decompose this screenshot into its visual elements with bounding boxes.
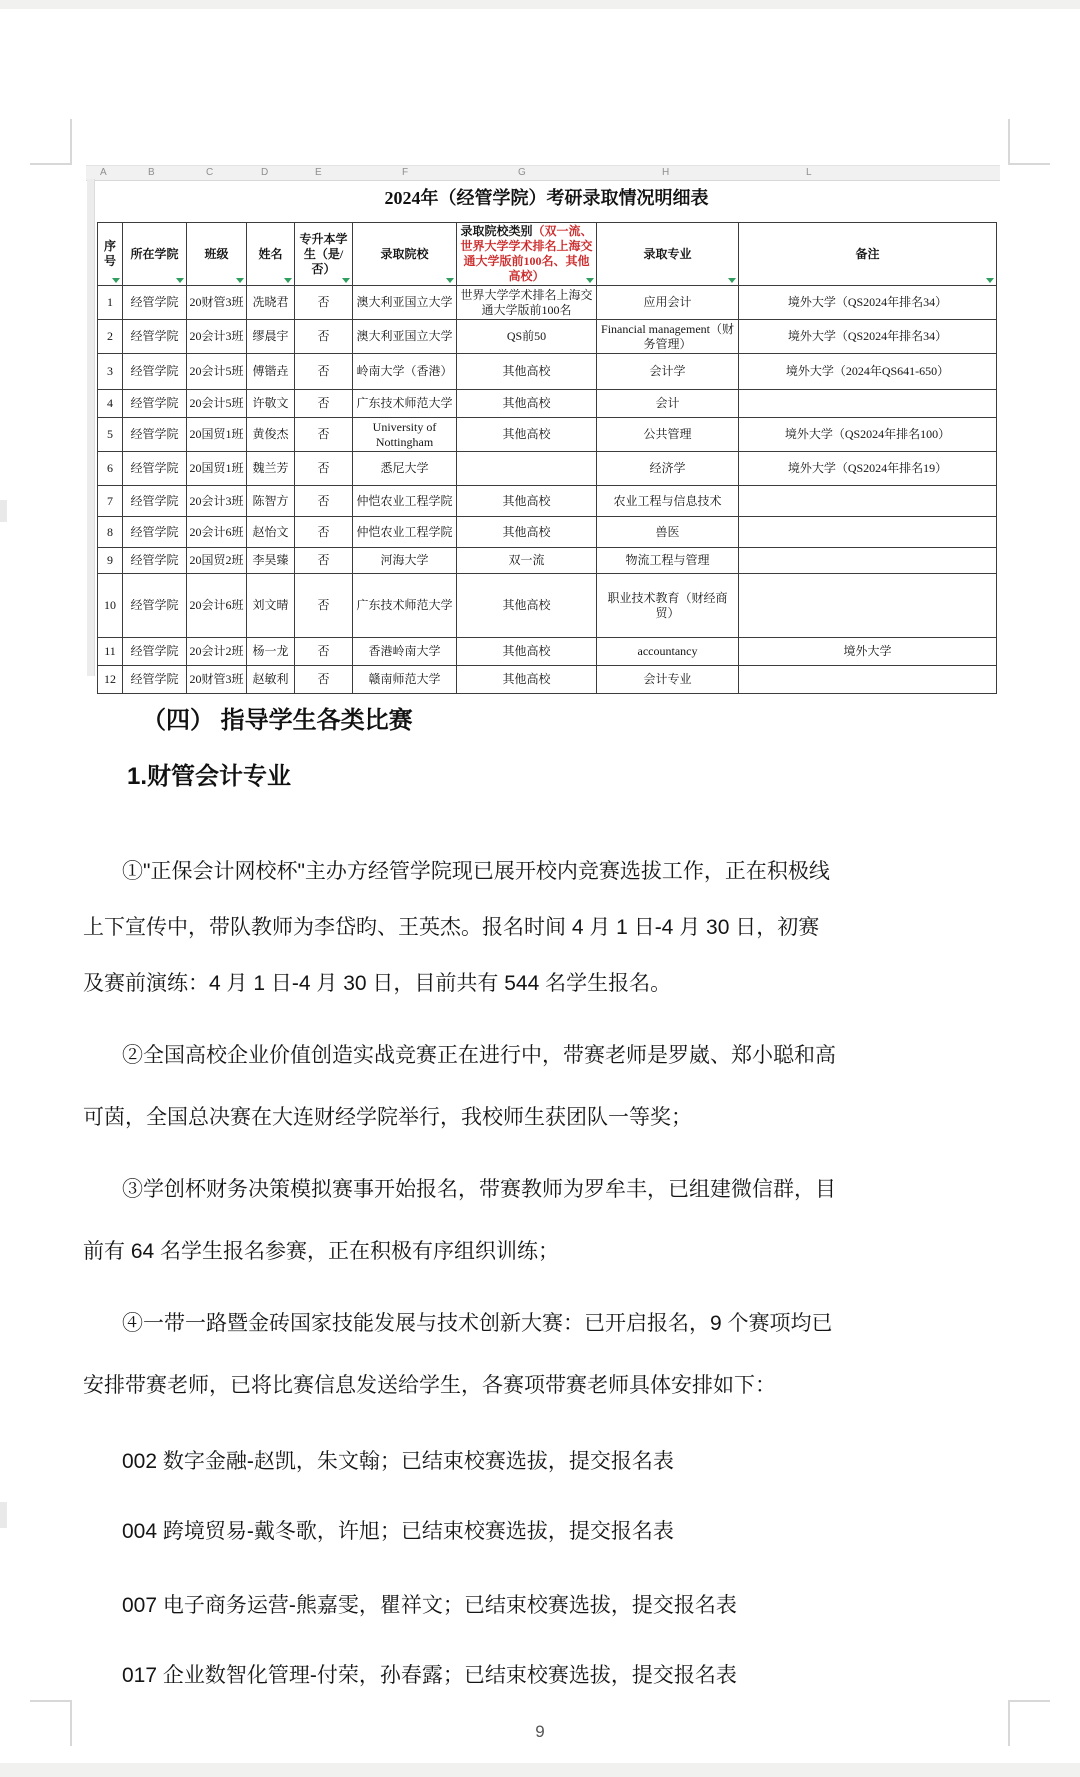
table-cell: 赣南师范大学	[353, 666, 457, 694]
table-cell: 职业技术教育（财经商贸）	[597, 574, 739, 638]
body-line: ③学创杯财务决策模拟赛事开始报名，带赛教师为罗牟丰，已组建微信群，目	[122, 1178, 836, 1201]
table-cell: 20国贸1班	[187, 452, 247, 486]
table-row	[98, 486, 997, 517]
table-cell: 20会计3班	[187, 486, 247, 517]
competition-item: 017 企业数智化管理-付荣，孙春露；已结束校赛选拔，提交报名表	[122, 1664, 737, 1687]
filter-dropdown-icon	[236, 278, 244, 283]
table-row	[98, 320, 997, 354]
header-label: 班级	[204, 246, 229, 261]
column-letter: D	[261, 167, 269, 178]
table-cell	[739, 666, 997, 694]
table-cell: 会计	[597, 390, 739, 418]
header-label: 所在学院	[130, 246, 179, 261]
table-cell: 李昊臻	[247, 548, 295, 574]
column-letter: F	[402, 167, 409, 178]
table-cell: 否	[295, 638, 353, 666]
table-cell: 否	[295, 452, 353, 486]
table-cell: 兽医	[597, 517, 739, 548]
row-header-band	[87, 179, 95, 676]
table-cell: 其他高校	[457, 354, 597, 390]
header-cell	[187, 223, 247, 286]
table-cell: 否	[295, 354, 353, 390]
table-cell: QS前50	[457, 320, 597, 354]
body-line: 及赛前演练：4 月 1 日-4 月 30 日，目前共有 544 名学生报名。	[83, 972, 672, 995]
table-cell: 其他高校	[457, 517, 597, 548]
table-cell: 赵怡文	[247, 517, 295, 548]
table-cell: 否	[295, 666, 353, 694]
table-cell: 冼晓君	[247, 286, 295, 320]
header-label: 备注	[855, 246, 880, 261]
section-heading: （四） 指导学生各类比赛	[142, 707, 413, 734]
column-letter: E	[315, 167, 322, 178]
page-edge-tab	[0, 1502, 7, 1528]
table-cell: 魏兰芳	[247, 452, 295, 486]
margin-corner-mark	[1008, 119, 1050, 165]
table-cell: 3	[98, 354, 123, 390]
table-cell: 经管学院	[123, 286, 187, 320]
header-cell	[739, 223, 997, 286]
table-cell: 20会计6班	[187, 517, 247, 548]
filter-dropdown-icon	[446, 278, 454, 283]
table-cell: 经管学院	[123, 517, 187, 548]
table-cell: 8	[98, 517, 123, 548]
table-cell: 其他高校	[457, 574, 597, 638]
table-cell: 会计学	[597, 354, 739, 390]
table-cell: 许敬文	[247, 390, 295, 418]
table-cell	[739, 486, 997, 517]
table-cell: 6	[98, 452, 123, 486]
table-cell: 11	[98, 638, 123, 666]
body-line: 可茵，全国总决赛在大连财经学院举行，我校师生获团队一等奖；	[83, 1106, 692, 1129]
table-cell: 物流工程与管理	[597, 548, 739, 574]
filter-dropdown-icon	[586, 278, 594, 283]
table-cell: 其他高校	[457, 486, 597, 517]
table-cell: 否	[295, 574, 353, 638]
table-cell: 12	[98, 666, 123, 694]
header-label: 序号	[103, 239, 116, 268]
table-cell: 其他高校	[457, 666, 597, 694]
header-cell	[353, 223, 457, 286]
table-cell: 2	[98, 320, 123, 354]
body-line: 上下宣传中，带队教师为李岱昀、王英杰。报名时间 4 月 1 日-4 月 30 日，初赛	[83, 916, 820, 939]
sheet-title: 2024年（经管学院）考研录取情况明细表	[384, 188, 709, 208]
table-cell: 经济学	[597, 452, 739, 486]
table-row	[98, 548, 997, 574]
filter-dropdown-icon	[986, 278, 994, 283]
table-cell	[739, 390, 997, 418]
table-cell: 境外大学（QS2024年排名100）	[739, 418, 997, 452]
body-line: ①"正保会计网校杯"主办方经管学院现已展开校内竞赛选拔工作，正在积极线	[122, 860, 830, 883]
table-cell: 公共管理	[597, 418, 739, 452]
table-cell: 否	[295, 320, 353, 354]
table-row	[98, 354, 997, 390]
table-row	[98, 638, 997, 666]
table-cell: 香港岭南大学	[353, 638, 457, 666]
table-cell: 境外大学（QS2024年排名34）	[739, 286, 997, 320]
table-cell	[739, 517, 997, 548]
table-row	[98, 452, 997, 486]
table-cell: 经管学院	[123, 418, 187, 452]
margin-corner-mark	[30, 119, 72, 165]
table-cell: 20会计3班	[187, 320, 247, 354]
table-cell	[739, 574, 997, 638]
table-row	[98, 390, 997, 418]
page-edge-tab	[0, 500, 7, 522]
table-cell	[739, 548, 997, 574]
column-letter: A	[100, 167, 107, 178]
table-cell: 20会计5班	[187, 354, 247, 390]
competition-item: 007 电子商务运营-熊嘉雯，瞿祥文；已结束校赛选拔，提交报名表	[122, 1594, 737, 1617]
filter-dropdown-icon	[284, 278, 292, 283]
table-row	[98, 418, 997, 452]
table-cell: 4	[98, 390, 123, 418]
header-label: 录取院校	[380, 246, 429, 261]
page-gap-bottom	[0, 1763, 1080, 1777]
table-cell: 经管学院	[123, 574, 187, 638]
table-row	[98, 517, 997, 548]
table-cell: 仲恺农业工程学院	[353, 517, 457, 548]
table-row	[98, 286, 997, 320]
page-number: 9	[535, 1722, 545, 1741]
table-cell: 缪晨宇	[247, 320, 295, 354]
body-line: ②全国高校企业价值创造实战竞赛正在进行中，带赛老师是罗崴、郑小聪和高	[122, 1044, 836, 1067]
table-cell	[457, 452, 597, 486]
table-cell: 澳大利亚国立大学	[353, 320, 457, 354]
table-cell: 傅锴垚	[247, 354, 295, 390]
header-cell	[247, 223, 295, 286]
table-cell: 仲恺农业工程学院	[353, 486, 457, 517]
table-cell: 境外大学（QS2024年排名19）	[739, 452, 997, 486]
table-cell: 20财管3班	[187, 666, 247, 694]
table-cell: 河海大学	[353, 548, 457, 574]
table-cell: 赵敏利	[247, 666, 295, 694]
column-letter: C	[206, 167, 214, 178]
filter-dropdown-icon	[112, 278, 120, 283]
table-row	[98, 574, 997, 638]
table-cell: 20财管3班	[187, 286, 247, 320]
filter-dropdown-icon	[176, 278, 184, 283]
table-cell: 会计专业	[597, 666, 739, 694]
table-cell: 否	[295, 486, 353, 517]
admissions-table	[97, 222, 997, 694]
table-cell: 其他高校	[457, 638, 597, 666]
column-letter: H	[662, 167, 670, 178]
table-header-row	[98, 223, 997, 286]
table-cell: 20国贸1班	[187, 418, 247, 452]
table-cell: 农业工程与信息技术	[597, 486, 739, 517]
table-cell: 岭南大学（香港）	[353, 354, 457, 390]
body-line: 安排带赛老师，已将比赛信息发送给学生，各赛项带赛老师具体安排如下：	[83, 1374, 776, 1397]
table-cell: 悉尼大学	[353, 452, 457, 486]
header-label: 录取专业	[643, 246, 692, 261]
header-label: 专升本学生（是/否）	[299, 231, 348, 276]
table-cell: 其他高校	[457, 390, 597, 418]
competition-item: 004 跨境贸易-戴冬歌，许旭；已结束校赛选拔，提交报名表	[122, 1520, 674, 1543]
header-label: 姓名	[258, 246, 283, 261]
table-cell: 10	[98, 574, 123, 638]
table-cell: 20会计5班	[187, 390, 247, 418]
table-cell: 其他高校	[457, 418, 597, 452]
table-cell: 否	[295, 286, 353, 320]
spreadsheet-screenshot	[86, 148, 1000, 686]
table-cell: 陈智方	[247, 486, 295, 517]
table-cell: 7	[98, 486, 123, 517]
table-cell: 世界大学学术排名上海交通大学版前100名	[457, 286, 597, 320]
header-cell	[123, 223, 187, 286]
table-cell: 否	[295, 390, 353, 418]
sub-heading: 1.财管会计专业	[127, 763, 292, 790]
body-line: 前有 64 名学生报名参赛，正在积极有序组织训练；	[83, 1240, 560, 1263]
header-label: 录取院校类别	[460, 224, 533, 238]
table-body	[98, 286, 997, 694]
header-label-red: （双一流、世界大学学术排名上海交通大学版前100名、其他高校）	[460, 224, 593, 283]
table-cell: 广东技术师范大学	[353, 390, 457, 418]
table-cell: 黄俊杰	[247, 418, 295, 452]
table-cell: 经管学院	[123, 320, 187, 354]
header-cell	[295, 223, 353, 286]
table-cell: 经管学院	[123, 638, 187, 666]
table-cell: 1	[98, 286, 123, 320]
table-cell: 广东技术师范大学	[353, 574, 457, 638]
table-cell: 经管学院	[123, 390, 187, 418]
column-letter: L	[806, 167, 812, 178]
competition-item: 002 数字金融-赵凯，朱文翰；已结束校赛选拔，提交报名表	[122, 1450, 674, 1473]
table-cell: 经管学院	[123, 452, 187, 486]
filter-dropdown-icon	[728, 278, 736, 283]
header-cell-category	[457, 223, 597, 286]
table-cell: 境外大学（2024年QS641-650）	[739, 354, 997, 390]
table-cell: 应用会计	[597, 286, 739, 320]
table-cell: 澳大利亚国立大学	[353, 286, 457, 320]
table-cell: 20国贸2班	[187, 548, 247, 574]
table-cell: University of Nottingham	[353, 418, 457, 452]
header-cell	[597, 223, 739, 286]
table-cell: 经管学院	[123, 666, 187, 694]
table-cell: 20会计2班	[187, 638, 247, 666]
column-letter: B	[148, 167, 155, 178]
table-cell: 杨一龙	[247, 638, 295, 666]
table-cell: 刘文晴	[247, 574, 295, 638]
table-cell: 经管学院	[123, 548, 187, 574]
table-cell: 双一流	[457, 548, 597, 574]
column-letter-strip	[86, 165, 1000, 181]
table-cell: 20会计6班	[187, 574, 247, 638]
body-line: ④一带一路暨金砖国家技能发展与技术创新大赛：已开启报名，9 个赛项均已	[122, 1312, 833, 1335]
table-cell: Financial management（财务管理）	[597, 320, 739, 354]
header-cell	[98, 223, 123, 286]
table-cell: 经管学院	[123, 354, 187, 390]
page-gap-top	[0, 0, 1080, 9]
table-cell: 境外大学	[739, 638, 997, 666]
table-cell: 否	[295, 548, 353, 574]
table-cell: 9	[98, 548, 123, 574]
table-cell: 否	[295, 517, 353, 548]
table-cell: 经管学院	[123, 486, 187, 517]
table-cell: 5	[98, 418, 123, 452]
table-cell: accountancy	[597, 638, 739, 666]
table-cell: 否	[295, 418, 353, 452]
table-row	[98, 666, 997, 694]
filter-dropdown-icon	[342, 278, 350, 283]
column-letter: G	[518, 167, 526, 178]
table-cell: 境外大学（QS2024年排名34）	[739, 320, 997, 354]
